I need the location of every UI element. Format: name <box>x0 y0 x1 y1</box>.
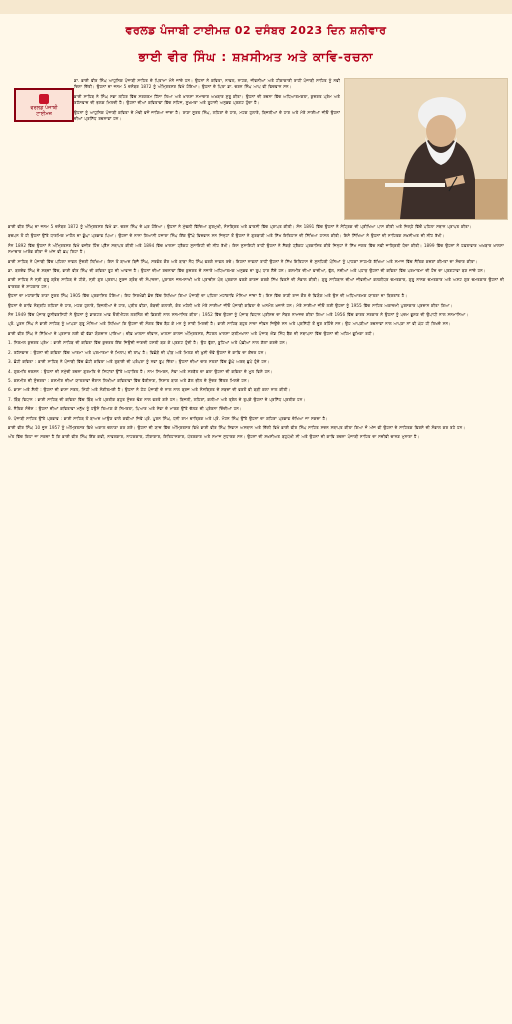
body-paragraph: ਸੰਨ 1949 ਵਿੱਚ ਪੰਜਾਬ ਯੂਨੀਵਰਸਿਟੀ ਨੇ ਉਹਨਾਂ ਨੂੰ ਡਾਕਟਰ ਆਫ਼ ਓਰੀਐਂਟਲ ਲਰਨਿੰਗ ਦੀ ਡਿਗਰੀ ਨਾਲ ਸਨਮਾਨਿਤ ਕੀਤਾ। 1952 ਵਿੱਚ ਉਹਨਾਂ ਨੂੰ ਪੰਜਾਬ ਵਿਧਾਨ ਪ੍ਰੀਸ਼ਦ ਦਾ ਮੈਂਬਰ ਨਾਮਜ਼ਦ ਕੀਤਾ ਗਿਆ ਅਤੇ 1956 ਵਿੱਚ ਭਾਰਤ ਸਰਕਾਰ ਨੇ ਉਹਨਾਂ ਨੂੰ ਪਦਮ ਭੂਸ਼ਣ ਦੀ ਉਪਾਧੀ ਨਾਲ ਸਨਮਾਨਿਆ। <box>8 312 469 318</box>
body-paragraph: 4. ਗੁਰਮਤਿ ਦਰਸ਼ਨ : ਉਹਨਾਂ ਦੀ ਸਮੁੱਚੀ ਰਚਨਾ ਗੁਰਮਤਿ ਦੇ ਸਿਧਾਂਤਾਂ ਉੱਤੇ ਅਧਾਰਿਤ ਹੈ। ਨਾਮ ਸਿਮਰਨ, ਸੇਵਾ ਅਤੇ ਸਰਬੱਤ ਦਾ ਭਲਾ ਉਹਨਾਂ ਦੀ ਕਵਿਤਾ ਦੇ ਮੂਲ ਵਿਸ਼ੇ ਹਨ। <box>8 368 273 374</box>
body-paragraph: 5. ਕਸ਼ਮੀਰ ਦੀ ਸੁੰਦਰਤਾ : ਕਸ਼ਮੀਰ ਦੀਆਂ ਯਾਤਰਾਵਾਂ ਦੌਰਾਨ ਲਿਖੀਆਂ ਕਵਿਤਾਵਾਂ ਵਿੱਚ ਵੈਰੀਨਾਗ, ਨਿਸ਼ਾਤ ਬਾਗ਼ ਅਤੇ ਡੱਲ ਝੀਲ ਦੇ ਸੁੰਦਰ ਚਿੱਤਰ ਮਿਲਦੇ ਹਨ। <box>8 377 250 383</box>
logo-mark-icon <box>39 94 49 104</box>
intro-text <box>74 78 340 218</box>
body-paragraph: ਭਾਈ ਵੀਰ ਸਿੰਘ 10 ਜੂਨ 1957 ਨੂੰ ਅੰਮ੍ਰਿਤਸਰ ਵਿਖੇ ਅਕਾਲ ਚਲਾਣਾ ਕਰ ਗਏ। ਉਹਨਾਂ ਦੀ ਯਾਦ ਵਿੱਚ ਅੰਮ੍ਰਿਤਸਰ ਵਿਖੇ ਭਾਈ ਵੀਰ ਸਿੰਘ ਨਿਵਾਸ ਅਸਥਾਨ ਅਤੇ ਦਿੱਲੀ ਵਿਖੇ ਭਾਈ ਵੀਰ ਸਿੰਘ ਸਾਹਿਤ ਸਦਨ ਸਥਾਪਤ ਕੀਤਾ ਗਿਆ ਜੋ ਅੱਜ ਵੀ ਉਹਨਾਂ ਦੇ ਸਾਹਿਤਕ ਵਿਰਸੇ ਦੀ ਸੰਭਾਲ ਕਰ ਰਹੇ ਹਨ। <box>8 424 466 430</box>
newspaper-logo <box>14 88 74 122</box>
body-paragraph: ਭਾਈ ਵੀਰ ਸਿੰਘ ਨੇ ਸਿੱਖਿਆ ਦੇ ਪ੍ਰਸਾਰ ਲਈ ਵੀ ਵੱਡਾ ਯੋਗਦਾਨ ਪਾਇਆ। ਚੀਫ਼ ਖ਼ਾਲਸਾ ਦੀਵਾਨ, ਖ਼ਾਲਸਾ ਕਾਲਜ ਅੰਮ੍ਰਿਤਸਰ, ਸੈਂਟਰਲ ਖ਼ਾਲਸਾ ਯਤੀਮਖ਼ਾਨਾ ਅਤੇ ਪੰਜਾਬ ਐਂਡ ਸਿੰਧ ਬੈਂਕ ਦੀ ਸਥਾਪਨਾ ਵਿੱਚ ਉਹਨਾਂ ਦੀ ਅਹਿਮ ਭੂਮਿਕਾ ਰਹੀ। <box>8 330 375 336</box>
body-paragraph: ਪ੍ਰੋ. ਪੂਰਨ ਸਿੰਘ ਨੇ ਭਾਈ ਸਾਹਿਬ ਨੂੰ ਆਪਣਾ ਗੁਰੂ ਮੰਨਿਆ ਅਤੇ ਲਿਖਿਆ ਕਿ ਉਹਨਾਂ ਦੀ ਸੰਗਤ ਵਿੱਚ ਬੈਠ ਕੇ ਮਨ ਨੂੰ ਸ਼ਾਂਤੀ ਮਿਲਦੀ ਹੈ। ਭਾਈ ਸਾਹਿਬ ਬਹੁਤ ਸਾਦਾ ਜੀਵਨ ਜਿਉਂਦੇ ਸਨ ਅਤੇ ਪ੍ਰਸਿੱਧੀ ਤੋਂ ਦੂਰ ਰਹਿੰਦੇ ਸਨ। ਉਹ ਆਪਣੀਆਂ ਰਚਨਾਵਾਂ ਨਾਲ ਆਪਣਾ ਨਾਂ ਵੀ ਘੱਟ ਹੀ ਲਿਖਦੇ ਸਨ। <box>8 321 451 327</box>
body-paragraph: 8. ਨੈਤਿਕ ਸੰਦੇਸ਼ : ਉਹਨਾਂ ਦੀਆਂ ਕਵਿਤਾਵਾਂ ਮਨੁੱਖ ਨੂੰ ਹਉਮੈ ਤਿਆਗ ਕੇ ਨਿਮਰਤਾ, ਪਿਆਰ ਅਤੇ ਸੇਵਾ ਦੇ ਮਾਰਗ ਉੱਤੇ ਚੱਲਣ ਦੀ ਪ੍ਰੇਰਨਾ ਦਿੰਦੀਆਂ ਹਨ। <box>8 406 242 412</box>
article-body <box>8 224 504 1016</box>
headline <box>0 48 512 66</box>
body-paragraph: ਅੰਤ ਵਿੱਚ ਕਿਹਾ ਜਾ ਸਕਦਾ ਹੈ ਕਿ ਭਾਈ ਵੀਰ ਸਿੰਘ ਇੱਕ ਕਵੀ, ਨਾਵਲਕਾਰ, ਨਾਟਕਕਾਰ, ਟੀਕਾਕਾਰ, ਇਤਿਹਾਸਕਾਰ, ਪੱਤਰਕਾਰ ਅਤੇ ਸਮਾਜ ਸੁਧਾਰਕ ਸਨ। ਉਹਨਾਂ ਦੀ ਸ਼ਖ਼ਸੀਅਤ ਬਹੁਪੱਖੀ ਸੀ ਅਤੇ ਉਹਨਾਂ ਦੀ ਕਾਵਿ ਰਚਨਾ ਪੰਜਾਬੀ ਸਾਹਿਤ ਦਾ ਸਦੀਵੀ ਚਾਨਣ ਮੁਨਾਰਾ ਹੈ। <box>8 434 420 440</box>
body-paragraph: ਉਹਨਾਂ ਦਾ ਮਹਾਂਕਾਵਿ ਰਾਣਾ ਸੂਰਤ ਸਿੰਘ 1905 ਵਿੱਚ ਪ੍ਰਕਾਸ਼ਿਤ ਹੋਇਆ। ਇਹ ਸਿਰਖੰਡੀ ਛੰਦ ਵਿੱਚ ਲਿਖਿਆ ਗਿਆ ਪੰਜਾਬੀ ਦਾ ਪਹਿਲਾ ਮਹਾਂਕਾਵਿ ਮੰਨਿਆ ਜਾਂਦਾ ਹੈ। ਇਸ ਵਿੱਚ ਰਾਣੀ ਰਾਜ ਕੌਰ ਦੇ ਵਿਯੋਗ ਅਤੇ ਉਸ ਦੀ ਅਧਿਆਤਮਕ ਯਾਤਰਾ ਦਾ ਬਿਰਤਾਂਤ ਹੈ। <box>8 293 408 299</box>
author-portrait <box>344 78 508 220</box>
body-paragraph: 1. ਨਿਰਮਲ ਕੁਦਰਤ ਪ੍ਰੇਮ : ਭਾਈ ਸਾਹਿਬ ਦੀ ਕਵਿਤਾ ਵਿੱਚ ਕੁਦਰਤ ਇੱਕ ਜਿਉਂਦੀ ਜਾਗਦੀ ਹਸਤੀ ਬਣ ਕੇ ਪ੍ਰਗਟ ਹੁੰਦੀ ਹੈ। ਉਹ ਫੁੱਲਾਂ, ਬੂਟਿਆਂ ਅਤੇ ਪੰਛੀਆਂ ਨਾਲ ਗੱਲਾਂ ਕਰਦੇ ਹਨ। <box>8 340 288 346</box>
body-paragraph: ਸੰਨ 1892 ਵਿੱਚ ਉਹਨਾਂ ਨੇ ਅੰਮ੍ਰਿਤਸਰ ਵਿਖੇ ਵਜ਼ੀਰ ਹਿੰਦ ਪ੍ਰੈੱਸ ਸਥਾਪਤ ਕੀਤੀ ਅਤੇ 1894 ਵਿੱਚ ਖ਼ਾਲਸਾ ਟ੍ਰੈਕਟ ਸੁਸਾਇਟੀ ਦੀ ਨੀਂਹ ਰੱਖੀ। ਇਸ ਸੁਸਾਇਟੀ ਰਾਹੀਂ ਉਹਨਾਂ ਨੇ ਸੈਂਕੜੇ ਟ੍ਰੈਕਟ ਪ੍ਰਕਾਸ਼ਿਤ ਕੀਤੇ ਜਿਨ੍ਹਾਂ ਨੇ ਸਿੱਖ ਜਗਤ ਵਿੱਚ ਨਵੀਂ ਜਾਗ੍ਰਿਤੀ ਪੈਦਾ ਕੀਤੀ। 1899 ਵਿੱਚ ਉਹਨਾਂ ਨੇ ਹਫ਼ਤਾਵਾਰ ਅਖ਼ਬਾਰ ਖ਼ਾਲਸਾ ਸਮਾਚਾਰ ਆਰੰਭ ਕੀਤਾ ਜੋ ਅੱਜ ਵੀ ਛਪ ਰਿਹਾ ਹੈ। <box>8 242 504 255</box>
intro-paragraph: ਉਹਨਾਂ ਨੂੰ ਆਧੁਨਿਕ ਪੰਜਾਬੀ ਕਵਿਤਾ ਦੇ ਮੋਢੀ ਵਜੋਂ ਜਾਣਿਆ ਜਾਂਦਾ ਹੈ। ਰਾਣਾ ਸੂਰਤ ਸਿੰਘ, ਲਹਿਰਾਂ ਦੇ ਹਾਰ, ਮਟਕ ਹੁਲਾਰੇ, ਬਿਜਲੀਆਂ ਦੇ ਹਾਰ ਅਤੇ ਮੇਰੇ ਸਾਈਆਂ ਜੀਓ ਉਹਨਾਂ ਦੀਆਂ ਪ੍ਰਸਿੱਧ ਰਚਨਾਵਾਂ ਹਨ। <box>74 109 340 122</box>
body-paragraph: ਬਚਪਨ ਤੋਂ ਹੀ ਉਹਨਾਂ ਉੱਤੇ ਧਾਰਮਿਕ ਮਾਹੌਲ ਦਾ ਡੂੰਘਾ ਪ੍ਰਭਾਵ ਪਿਆ। ਉਹਨਾਂ ਦੇ ਨਾਨਾ ਗਿਆਨੀ ਹਜ਼ਾਰਾ ਸਿੰਘ ਇੱਕ ਉੱਘੇ ਵਿਦਵਾਨ ਸਨ ਜਿਨ੍ਹਾਂ ਤੋਂ ਉਹਨਾਂ ਨੇ ਗੁਰਬਾਣੀ ਅਤੇ ਸਿੱਖ ਇਤਿਹਾਸ ਦੀ ਸਿੱਖਿਆ ਹਾਸਲ ਕੀਤੀ। ਇਸੇ ਸਿੱਖਿਆ ਨੇ ਉਹਨਾਂ ਦੀ ਸਾਹਿਤਕ ਸ਼ਖ਼ਸੀਅਤ ਦੀ ਨੀਂਹ ਰੱਖੀ। <box>8 233 445 239</box>
intro-paragraph: ਭਾਈ ਸਾਹਿਬ ਨੇ ਸਿੰਘ ਸਭਾ ਲਹਿਰ ਵਿੱਚ ਸਰਗਰਮ ਹਿੱਸਾ ਲਿਆ ਅਤੇ ਖ਼ਾਲਸਾ ਸਮਾਚਾਰ ਅਖ਼ਬਾਰ ਸ਼ੁਰੂ ਕੀਤਾ। ਉਹਨਾਂ ਦੀ ਰਚਨਾ ਵਿੱਚ ਅਧਿਆਤਮਕਤਾ, ਕੁਦਰਤ ਪ੍ਰੇਮ ਅਤੇ ਰਹੱਸਵਾਦ ਦੀ ਝਲਕ ਮਿਲਦੀ ਹੈ। ਉਹਨਾਂ ਦੀਆਂ ਕਵਿਤਾਵਾਂ ਵਿੱਚ ਸਹਿਜ, ਸੂਖ਼ਮਤਾ ਅਤੇ ਰੂਹਾਨੀ ਅਨੁਭਵ ਪ੍ਰਗਟ ਹੁੰਦਾ ਹੈ। <box>74 93 340 106</box>
body-paragraph: 3. ਛੋਟੀ ਕਵਿਤਾ : ਭਾਈ ਸਾਹਿਬ ਨੇ ਪੰਜਾਬੀ ਵਿੱਚ ਛੋਟੀ ਕਵਿਤਾ ਅਤੇ ਰੁਬਾਈ ਦੀ ਪਰੰਪਰਾ ਨੂੰ ਨਵਾਂ ਰੂਪ ਦਿੱਤਾ। ਉਹਨਾਂ ਦੀਆਂ ਚਾਰ ਸਤਰਾਂ ਵਿੱਚ ਡੂੰਘੇ ਅਰਥ ਛੁਪੇ ਹੁੰਦੇ ਹਨ। <box>8 359 270 365</box>
body-paragraph: ਉਹਨਾਂ ਦੇ ਕਾਵਿ ਸੰਗ੍ਰਹਿ ਲਹਿਰਾਂ ਦੇ ਹਾਰ, ਮਟਕ ਹੁਲਾਰੇ, ਬਿਜਲੀਆਂ ਦੇ ਹਾਰ, ਪ੍ਰੀਤ ਵੀਣਾ, ਕੰਬਦੀ ਕਲਾਈ, ਕੰਤ ਮਹੇਲੀ ਅਤੇ ਮੇਰੇ ਸਾਈਆਂ ਜੀਓ ਪੰਜਾਬੀ ਕਵਿਤਾ ਦੇ ਅਨਮੋਲ ਖ਼ਜ਼ਾਨੇ ਹਨ। ਮੇਰੇ ਸਾਈਆਂ ਜੀਓ ਲਈ ਉਹਨਾਂ ਨੂੰ 1955 ਵਿੱਚ ਸਾਹਿਤ ਅਕਾਦਮੀ ਪੁਰਸਕਾਰ ਪ੍ਰਦਾਨ ਕੀਤਾ ਗਿਆ। <box>8 302 453 308</box>
top-band <box>0 0 512 14</box>
article-title: ਭਾਈ ਵੀਰ ਸਿੰਘ : ਸ਼ਖ਼ਸੀਅਤ ਅਤੇ ਕਾਵਿ-ਰਚਨਾ <box>138 49 374 64</box>
body-paragraph: ਡਾ. ਬਲਦੇਵ ਸਿੰਘ ਦੇ ਸ਼ਬਦਾਂ ਵਿੱਚ, ਭਾਈ ਵੀਰ ਸਿੰਘ ਦੀ ਕਵਿਤਾ ਰੂਹ ਦੀ ਆਵਾਜ਼ ਹੈ। ਉਹਨਾਂ ਦੀਆਂ ਰਚਨਾਵਾਂ ਵਿੱਚ ਕੁਦਰਤ ਦੇ ਨਜ਼ਾਰੇ ਅਧਿਆਤਮਕ ਅਨੁਭਵ ਦਾ ਰੂਪ ਧਾਰ ਲੈਂਦੇ ਹਨ। ਕਸ਼ਮੀਰ ਦੀਆਂ ਵਾਦੀਆਂ, ਫੁੱਲ, ਨਦੀਆਂ ਅਤੇ ਪਹਾੜ ਉਹਨਾਂ ਦੀ ਕਵਿਤਾ ਵਿੱਚ ਪਰਮਾਤਮਾ ਦੀ ਹੋਂਦ ਦਾ ਪ੍ਰਗਟਾਵਾ ਬਣ ਜਾਂਦੇ ਹਨ। <box>8 268 486 274</box>
logo-line-2: ਟਾਈਮਜ਼ <box>36 110 52 117</box>
body-paragraph: 7. ਬਿੰਬ ਵਿਧਾਨ : ਭਾਈ ਸਾਹਿਬ ਦੀ ਕਵਿਤਾ ਵਿੱਚ ਬਿੰਬ ਅਤੇ ਪ੍ਰਤੀਕ ਬਹੁਤ ਸੁੰਦਰ ਢੰਗ ਨਾਲ ਵਰਤੇ ਗਏ ਹਨ। ਬਿਜਲੀ, ਲਹਿਰਾਂ, ਕਲੀਆਂ ਅਤੇ ਤ੍ਰੇਲ ਦੇ ਤੁਪਕੇ ਉਹਨਾਂ ਦੇ ਪ੍ਰਸਿੱਧ ਪ੍ਰਤੀਕ ਹਨ। <box>8 396 306 402</box>
body-paragraph: 9. ਪੰਜਾਬੀ ਸਾਹਿਤ ਉੱਤੇ ਪ੍ਰਭਾਵ : ਭਾਈ ਸਾਹਿਬ ਤੋਂ ਬਾਅਦ ਆਉਣ ਵਾਲੇ ਕਵੀਆਂ ਜਿਵੇਂ ਪ੍ਰੋ. ਪੂਰਨ ਸਿੰਘ, ਧਨੀ ਰਾਮ ਚਾਤ੍ਰਿਕ ਅਤੇ ਪ੍ਰੋ. ਮੋਹਨ ਸਿੰਘ ਉੱਤੇ ਉਹਨਾਂ ਦਾ ਗਹਿਰਾ ਪ੍ਰਭਾਵ ਦੇਖਿਆ ਜਾ ਸਕਦਾ ਹੈ। <box>8 415 328 421</box>
intro-paragraph: ਡਾ. ਭਾਈ ਵੀਰ ਸਿੰਘ ਆਧੁਨਿਕ ਪੰਜਾਬੀ ਸਾਹਿਤ ਦੇ ਪਿਤਾਮਾ ਮੰਨੇ ਜਾਂਦੇ ਹਨ। ਉਹਨਾਂ ਨੇ ਕਵਿਤਾ, ਨਾਵਲ, ਨਾਟਕ, ਜੀਵਨੀਆਂ ਅਤੇ ਟੀਕਾਕਾਰੀ ਰਾਹੀਂ ਪੰਜਾਬੀ ਸਾਹਿਤ ਨੂੰ ਨਵੀਂ ਦਿਸ਼ਾ ਦਿੱਤੀ। ਉਹਨਾਂ ਦਾ ਜਨਮ 5 ਦਸੰਬਰ 1872 ਨੂੰ ਅੰਮ੍ਰਿਤਸਰ ਵਿਖੇ ਹੋਇਆ। ਉਹਨਾਂ ਦੇ ਪਿਤਾ ਡਾ. ਚਰਨ ਸਿੰਘ ਆਪ ਵੀ ਵਿਦਵਾਨ ਸਨ। <box>74 78 340 90</box>
body-paragraph: ਭਾਈ ਵੀਰ ਸਿੰਘ ਦਾ ਜਨਮ 5 ਦਸੰਬਰ 1872 ਨੂੰ ਅੰਮ੍ਰਿਤਸਰ ਵਿਖੇ ਡਾ. ਚਰਨ ਸਿੰਘ ਦੇ ਘਰ ਹੋਇਆ। ਉਹਨਾਂ ਨੇ ਮੁੱਢਲੀ ਵਿੱਦਿਆ ਗੁਰਮੁਖੀ, ਸੰਸਕ੍ਰਿਤ ਅਤੇ ਫ਼ਾਰਸੀ ਵਿੱਚ ਪ੍ਰਾਪਤ ਕੀਤੀ। ਸੰਨ 1891 ਵਿੱਚ ਉਹਨਾਂ ਨੇ ਮੈਟ੍ਰਿਕ ਦੀ ਪ੍ਰੀਖਿਆ ਪਾਸ ਕੀਤੀ ਅਤੇ ਜ਼ਿਲ੍ਹੇ ਵਿੱਚੋਂ ਪਹਿਲਾ ਸਥਾਨ ਪ੍ਰਾਪਤ ਕੀਤਾ। <box>8 224 472 229</box>
body-paragraph: ਭਾਈ ਸਾਹਿਬ ਨੇ ਸ੍ਰੀ ਗੁਰੂ ਗ੍ਰੰਥ ਸਾਹਿਬ ਦੇ ਟੀਕੇ, ਸ੍ਰੀ ਗੁਰ ਪ੍ਰਤਾਪ ਸੂਰਜ ਗ੍ਰੰਥ ਦੀ ਸੰਪਾਦਨਾ, ਪੁਰਾਤਨ ਜਨਮਸਾਖੀ ਅਤੇ ਪ੍ਰਾਚੀਨ ਪੰਥ ਪ੍ਰਕਾਸ਼ ਵਰਗੇ ਕਾਰਜ ਕਰਕੇ ਸਿੱਖ ਵਿਰਸੇ ਦੀ ਸੰਭਾਲ ਕੀਤੀ। ਗੁਰੂ ਸਾਹਿਬਾਨ ਦੀਆਂ ਜੀਵਨੀਆਂ ਕਲਗੀਧਰ ਚਮਤਕਾਰ, ਗੁਰੂ ਨਾਨਕ ਚਮਤਕਾਰ ਅਤੇ ਅਸ਼ਟ ਗੁਰ ਚਮਤਕਾਰ ਉਹਨਾਂ ਦੀ ਵਾਰਤਕ ਦੇ ਸ਼ਾਹਕਾਰ ਹਨ। <box>8 277 504 289</box>
body-paragraph: ਭਾਈ ਸਾਹਿਬ ਨੇ ਪੰਜਾਬੀ ਵਿੱਚ ਪਹਿਲਾ ਨਾਵਲ ਸੁੰਦਰੀ ਲਿਖਿਆ। ਇਸ ਤੋਂ ਬਾਅਦ ਬਿਜੈ ਸਿੰਘ, ਸਤਵੰਤ ਕੌਰ ਅਤੇ ਬਾਬਾ ਨੌਧ ਸਿੰਘ ਵਰਗੇ ਨਾਵਲ ਰਚੇ। ਇਹਨਾਂ ਨਾਵਲਾਂ ਰਾਹੀਂ ਉਹਨਾਂ ਨੇ ਸਿੱਖ ਇਤਿਹਾਸ ਦੇ ਸੁਨਹਿਰੀ ਪੰਨਿਆਂ ਨੂੰ ਪਾਠਕਾਂ ਸਾਹਮਣੇ ਰੱਖਿਆ ਅਤੇ ਸਮਾਜ ਵਿੱਚ ਨੈਤਿਕ ਕਦਰਾਂ ਕੀਮਤਾਂ ਦਾ ਸੰਚਾਰ ਕੀਤਾ। <box>8 258 478 264</box>
logo-line-1: ਵਰਲਡ ਪੰਜਾਬੀ <box>30 104 58 111</box>
body-paragraph: 6. ਭਾਸ਼ਾ ਅਤੇ ਸ਼ੈਲੀ : ਉਹਨਾਂ ਦੀ ਭਾਸ਼ਾ ਸਰਲ, ਮਿੱਠੀ ਅਤੇ ਸੰਗੀਤਮਈ ਹੈ। ਉਹਨਾਂ ਨੇ ਠੇਠ ਪੰਜਾਬੀ ਦੇ ਨਾਲ ਨਾਲ ਬ੍ਰਜ ਅਤੇ ਸੰਸਕ੍ਰਿਤ ਦੇ ਸ਼ਬਦਾਂ ਦੀ ਵਰਤੋਂ ਵੀ ਬੜੀ ਕਲਾ ਨਾਲ ਕੀਤੀ। <box>8 387 291 393</box>
portrait-illustration-icon <box>345 79 507 219</box>
masthead <box>0 16 512 46</box>
body-paragraph: 2. ਰਹੱਸਵਾਦ : ਉਹਨਾਂ ਦੀ ਕਵਿਤਾ ਵਿੱਚ ਆਤਮਾ ਅਤੇ ਪਰਮਾਤਮਾ ਦੇ ਮਿਲਾਪ ਦੀ ਤਾਂਘ ਹੈ। ਵਿਛੋੜੇ ਦੀ ਪੀੜ ਅਤੇ ਮਿਲਣ ਦੀ ਖ਼ੁਸ਼ੀ ਦੋਵੇਂ ਉਹਨਾਂ ਦੇ ਕਾਵਿ ਦਾ ਕੇਂਦਰ ਹਨ। <box>8 349 267 355</box>
masthead-title: ਵਰਲਡ ਪੰਜਾਬੀ ਟਾਈਮਜ਼ 02 ਦਸੰਬਰ 2023 ਦਿਨ ਸ਼ਨੀਵਾਰ <box>125 24 387 37</box>
